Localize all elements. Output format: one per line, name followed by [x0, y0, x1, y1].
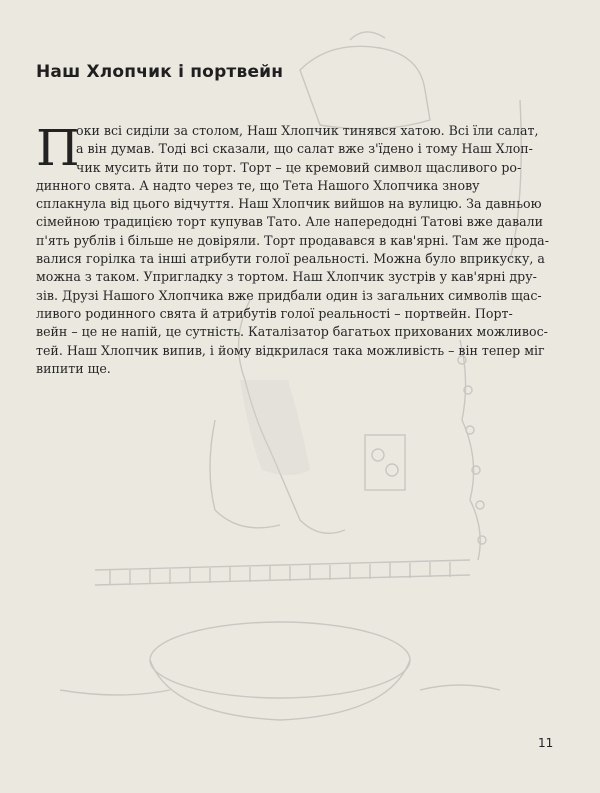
drop-cap: П — [36, 119, 80, 177]
text-line: сплакнула від цього відчуття. Наш Хлопчик вийшов на вулицю. За давньою — [36, 196, 542, 212]
text-line: валися горілка та інші атрибути голої реальності. Можна було вприкуску, а — [36, 251, 545, 267]
text-line: динного свята. А надто через те, що Тета Нашого Хлопчика знову — [36, 177, 480, 193]
text-line: зів. Друзі Нашого Хлопчика вже придбали один із загальних символів щас- — [36, 287, 542, 303]
text-line: чик мусить йти по торт. Торт – це кремовий символ щасливого ро- — [76, 159, 522, 175]
text-line: вейн – це не напій, це сутність. Каталізатор багатьох прихованих можливос- — [36, 324, 548, 340]
page-number: 11 — [538, 736, 554, 750]
text-line: оки всі сиділи за столом, Наш Хлопчик тинявся хатою. Всі їли салат, — [76, 123, 539, 138]
text-line: а він думав. Тоді всі сказали, що салат вже з'їдено і тому Наш Хлоп- — [76, 141, 533, 157]
body-text — [36, 119, 555, 378]
text-line: п'ять рублів і більше не довіряли. Торт продавався в кав'ярні. Там же прода- — [36, 232, 549, 248]
text-line: можна з таком. Упригладку з тортом. Наш Хлопчик зустрів у кав'ярні дру- — [36, 269, 537, 285]
chapter-title: Наш Хлопчик і портвейн — [36, 62, 284, 82]
text-line: сімейною традицією торт купував Тато. Але напередодні Татові вже давали — [36, 214, 544, 230]
text-line: ливого родинного свята й атрибутів голої реальності – портвейн. Порт- — [36, 305, 513, 321]
text-line: випити ще. — [36, 360, 111, 376]
text-line: тей. Наш Хлопчик випив, і йому відкрилася така можливість – він тепер міг — [36, 342, 545, 358]
